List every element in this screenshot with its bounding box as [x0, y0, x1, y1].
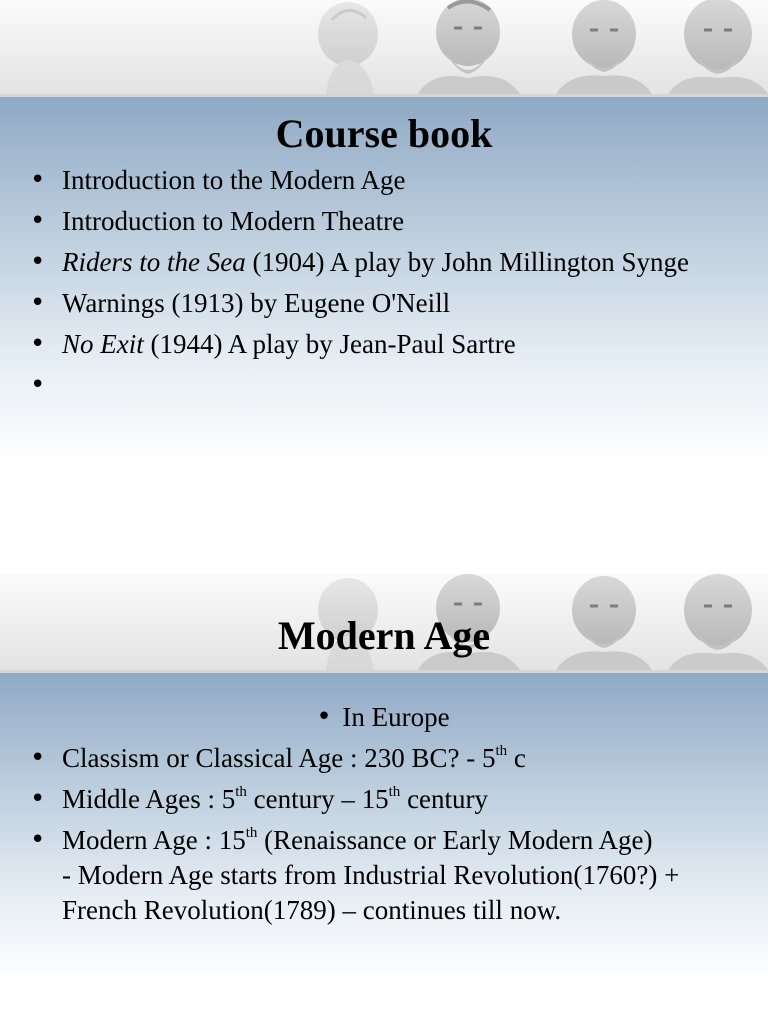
- play-title: Riders to the Sea: [62, 247, 246, 277]
- bullet-text: Classism or Classical Age : 230 BC? - 5: [62, 743, 496, 773]
- list-item: [30, 823, 750, 928]
- bullet-text: (1904) A play by John Millington Synge: [245, 247, 689, 277]
- list-item: [30, 163, 730, 198]
- slide-title: Course book: [275, 111, 493, 156]
- bullet-list: [30, 700, 750, 934]
- list-item-empty: [30, 368, 730, 403]
- list-item: [30, 327, 730, 362]
- bullet-text: century: [400, 784, 489, 814]
- superscript: th: [495, 743, 508, 759]
- bullet-text: Middle Ages : 5: [62, 784, 236, 814]
- bullet-text: century – 15: [246, 784, 389, 814]
- bullet-text: Warnings (1913) by Eugene O'Neill: [62, 288, 451, 318]
- slide-modern-age: [0, 574, 768, 1024]
- play-title: No Exit: [62, 329, 144, 359]
- slide-title: Modern Age: [277, 613, 491, 658]
- list-item: [30, 286, 730, 321]
- bullet-text: Introduction to Modern Theatre: [62, 206, 405, 236]
- bullet-text: c: [507, 743, 526, 773]
- bullet-text: (1944) A play by Jean-Paul Sartre: [143, 329, 516, 359]
- classical-busts-icon: [308, 0, 768, 94]
- list-item: [30, 782, 750, 817]
- bullet-list: [30, 163, 730, 409]
- bullet-text: Modern Age : 15: [62, 825, 246, 855]
- bullet-text: Introduction to the Modern Age: [62, 165, 406, 195]
- list-item: [30, 700, 736, 735]
- superscript: th: [245, 825, 258, 841]
- superscript: th: [235, 784, 247, 800]
- header-banner: [0, 0, 768, 94]
- list-item: [30, 741, 750, 776]
- list-item: [30, 245, 730, 280]
- bullet-text: (Renaissance or Early Modern Age): [257, 825, 653, 855]
- bullet-text: In Europe: [342, 702, 450, 732]
- bullet-continuation: - Modern Age starts from Industrial Revolution(1760?) + French Revolution(1789) – continues till now.: [62, 860, 680, 925]
- list-item: [30, 204, 730, 239]
- slide-gap: [0, 512, 768, 574]
- superscript: th: [388, 784, 401, 800]
